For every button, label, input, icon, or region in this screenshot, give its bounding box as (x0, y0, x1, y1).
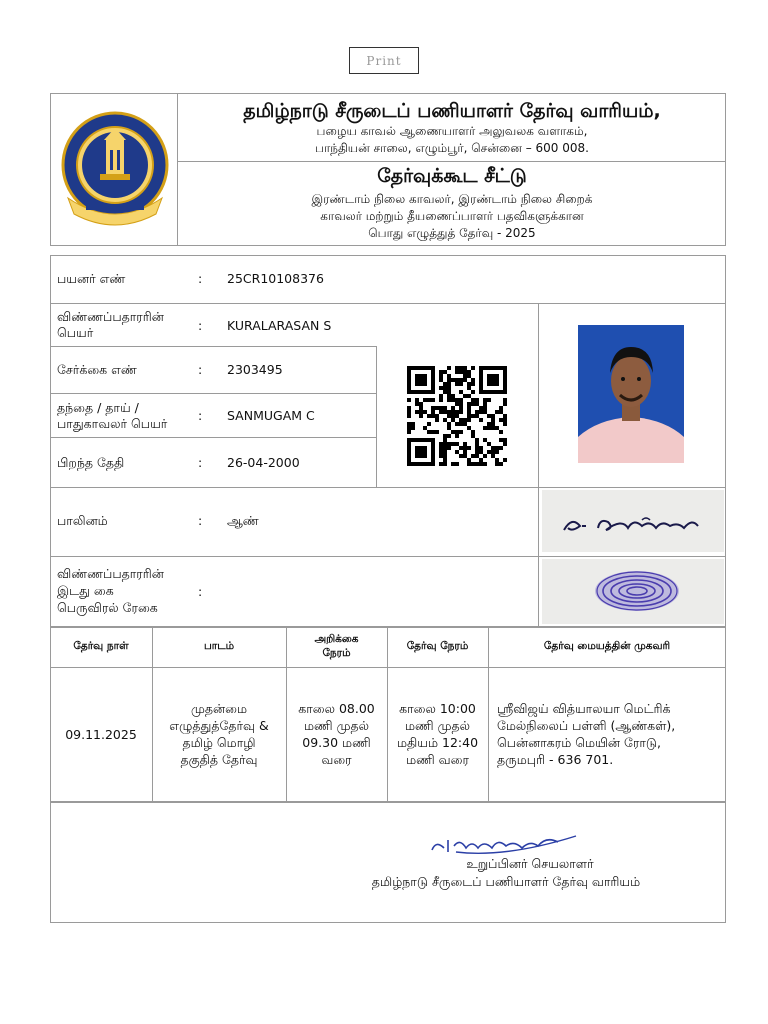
subject-line-3: தமிழ் மொழி (182, 735, 256, 750)
colon: : (198, 584, 203, 599)
board-name-footer: தமிழ்நாடு சீருடைப் பணியாளர் தேர்வு வாரியம் (371, 874, 641, 889)
roll-number-label: பயனர் எண் (57, 271, 126, 286)
roll-number-value: 25CR10108376 (227, 271, 324, 286)
thumb-label-2: இடது கை (57, 583, 114, 598)
header-report-time-2: நேரம் (322, 647, 351, 659)
header-exam-date: தேர்வு நாள் (73, 640, 129, 652)
colon: : (198, 513, 203, 528)
candidate-photo (578, 325, 684, 463)
registration-number-value: 2303495 (227, 362, 283, 377)
subject-line-4: தகுதித் தேர்வு (180, 752, 258, 767)
header-subject: பாடம் (203, 640, 235, 652)
address-line-2: பாந்தியன் சாலை, எழும்பூர், சென்னை – 600 008. (315, 141, 589, 155)
report-time-line-4: வரை (321, 752, 352, 767)
hall-ticket-title: தேர்வுக்கூட சீட்டு (377, 165, 527, 187)
venue-line-3: பென்னாகரம் மெயின் ரோடு, (497, 735, 661, 750)
print-button[interactable]: Print (349, 47, 419, 74)
subject-line-2: எழுத்துத்தேர்வு & (169, 718, 269, 733)
exam-time-line-2: மணி முதல் (404, 718, 471, 733)
report-time-line-3: 09.30 மணி (302, 735, 371, 750)
exam-name-line-2: காவலர் மற்றும் தீயணைப்பாளர் பதவிகளுக்கான (320, 209, 584, 223)
colon: : (198, 408, 203, 423)
header-exam-time: தேர்வு நேரம் (406, 640, 469, 652)
colon: : (198, 455, 203, 470)
report-time-line-1: காலை 08.00 (298, 701, 375, 716)
report-time-line-2: மணி முதல் (303, 718, 370, 733)
venue-line-4: தருமபுரி - 636 701. (497, 752, 614, 767)
thumb-label-3: பெருவிரல் ரேகை (57, 600, 158, 615)
parent-name-label-2: பாதுகாவலர் பெயர் (57, 416, 168, 431)
header-report-time-1: அறிக்கை (314, 633, 359, 645)
board-title: தமிழ்நாடு சீருடைப் பணியாளர் தேர்வு வாரியம், (243, 100, 661, 122)
exam-time-line-3: மதியம் 12:40 (396, 735, 479, 750)
registration-number-label: சேர்க்கை எண் (57, 362, 137, 377)
colon: : (198, 271, 203, 286)
thumb-label-1: விண்ணப்பதாரரின் (57, 566, 164, 581)
venue-line-2: மேல்நிலைப் பள்ளி (ஆண்கள்), (497, 718, 676, 733)
tnusrb-emblem-icon (60, 110, 170, 228)
exam-name-line-3: பொது எழுத்துத் தேர்வு - 2025 (368, 226, 536, 240)
dob-label: பிறந்த தேதி (57, 455, 125, 470)
exam-time-line-4: மணி வரை (406, 752, 469, 767)
exam-time-line-1: காலை 10:00 (399, 701, 476, 716)
candidate-signature (542, 490, 724, 552)
parent-name-label-1: தந்தை / தாய் / (57, 400, 139, 415)
qr-code-icon (407, 366, 507, 466)
gender-label: பாலினம் (57, 513, 108, 528)
subject-line-1: முதன்மை (190, 701, 248, 716)
member-secretary-designation: உறுப்பினர் செயலாளர் (466, 856, 594, 871)
address-line-1: பழைய காவல் ஆணையாளர் அலுவலக வளாகம், (316, 124, 588, 138)
gender-value: ஆண் (227, 513, 259, 528)
candidate-name-label-1: விண்ணப்பதாரரின் (57, 309, 164, 324)
exam-date-value: 09.11.2025 (65, 727, 137, 742)
colon: : (198, 318, 203, 333)
thumb-impression (542, 559, 724, 624)
candidate-name-label-2: பெயர் (57, 325, 94, 340)
header-venue: தேர்வு மையத்தின் முகவரி (543, 640, 671, 652)
venue-line-1: ஸ்ரீவிஜய் வித்யாலயா மெட்ரிக் (497, 701, 671, 716)
colon: : (198, 362, 203, 377)
parent-name-value: SANMUGAM C (227, 408, 315, 423)
exam-name-line-1: இரண்டாம் நிலை காவலர், இரண்டாம் நிலை சிறைக் (311, 192, 593, 206)
dob-value: 26-04-2000 (227, 455, 300, 470)
candidate-name-value: KURALARASAN S (227, 318, 332, 333)
